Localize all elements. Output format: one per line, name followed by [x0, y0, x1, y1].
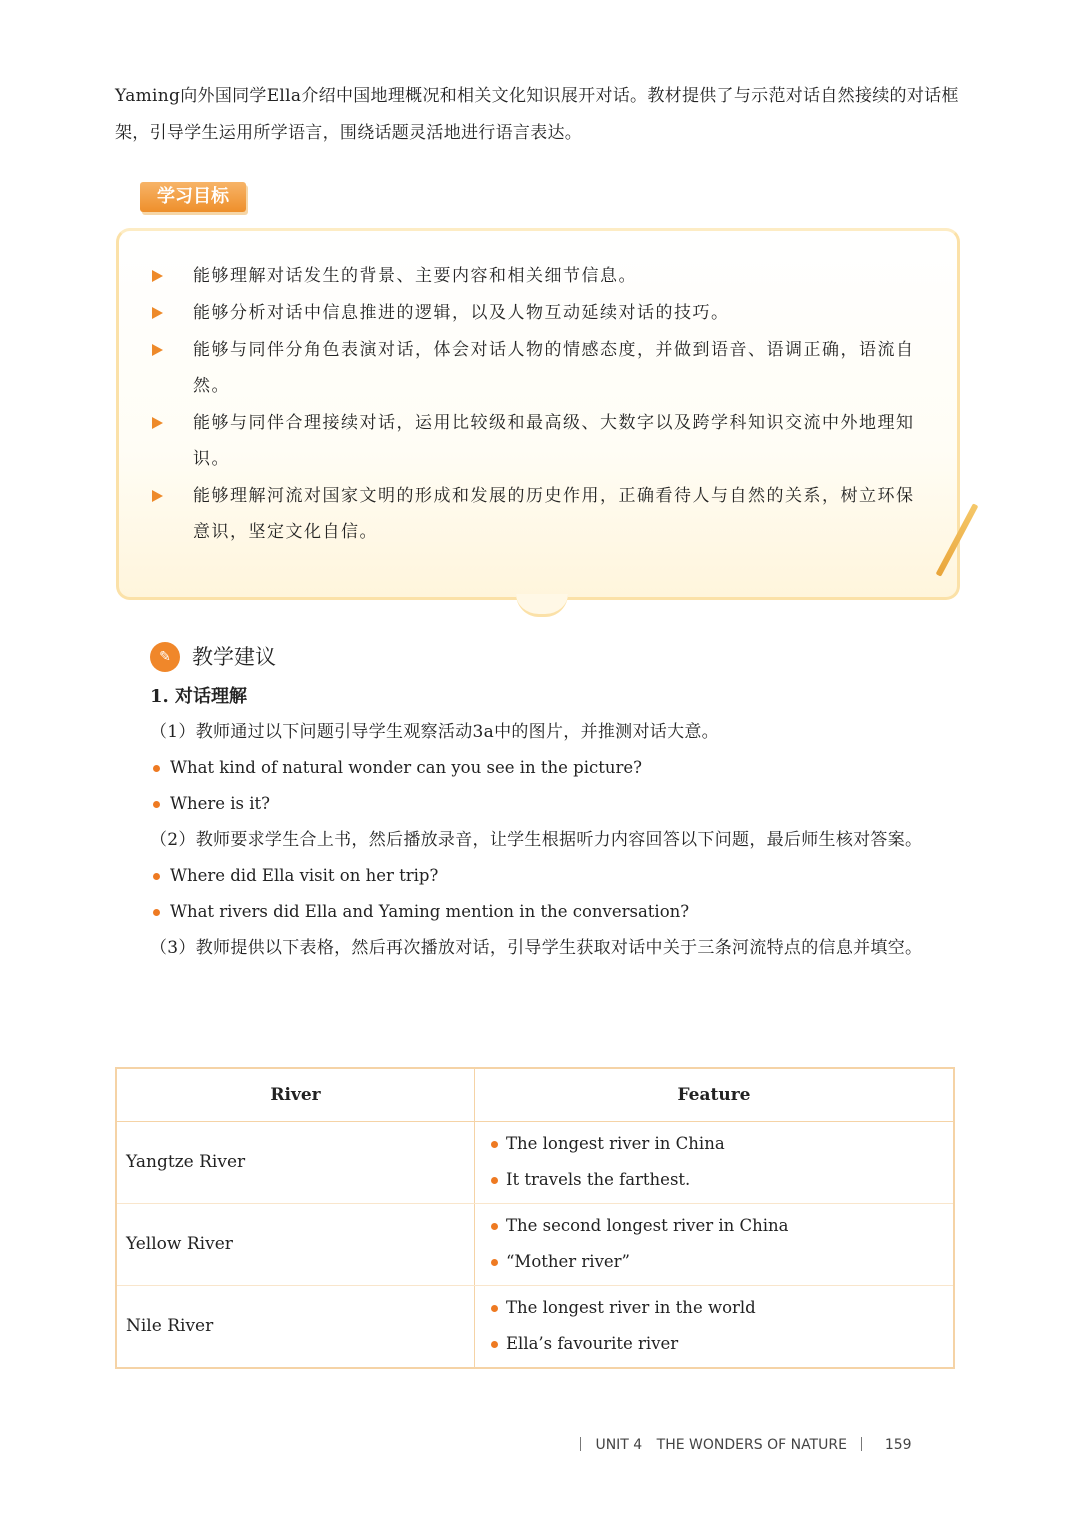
goal-text: 能够与同伴合理接续对话，运用比较级和最高级、大数字以及跨学科知识交流中外地理知识。: [193, 413, 915, 469]
feature-text: The second longest river in China: [506, 1216, 789, 1236]
feature-item: [506, 1326, 952, 1362]
goal-text: 能够分析对话中信息推进的逻辑，以及人物互动延续对话的技巧。: [193, 303, 730, 323]
dot-bullet-icon: [491, 1177, 498, 1184]
table-row: [116, 1285, 954, 1368]
question-text: What kind of natural wonder can you see in the picture?: [170, 758, 642, 777]
goal-text: 能够与同伴分角色表演对话，体会对话人物的情感态度，并做到语音、语调正确，语流自然。: [193, 340, 915, 396]
feature-cell: [475, 1122, 955, 1204]
feature-item: [506, 1244, 952, 1280]
goal-text: 能够理解河流对国家文明的形成和发展的历史作用，正确看待人与自然的关系，树立环保意识，坚定文化自信。: [193, 486, 915, 542]
question-text: Where did Ella visit on her trip?: [170, 866, 439, 885]
paragraph: （1）教师通过以下问题引导学生观察活动3a中的图片，并推测对话大意。: [150, 722, 719, 742]
column-header-river: River: [116, 1068, 475, 1122]
table-header-row: [116, 1068, 954, 1122]
footer-divider: [861, 1437, 862, 1451]
page-number: 159: [884, 1437, 912, 1453]
paragraph: （2）教师要求学生合上书，然后播放录音，让学生根据听力内容回答以下问题，最后师生核对答案。: [150, 830, 923, 850]
feature-text: The longest river in the world: [506, 1298, 756, 1318]
feature-item: [506, 1126, 952, 1162]
river-cell: Yellow River: [116, 1203, 475, 1285]
goals-box-notch: [516, 594, 568, 617]
question-text: Where is it?: [170, 794, 270, 813]
paragraph: （3）教师提供以下表格，然后再次播放对话，引导学生获取对话中关于三条河流特点的信息并填空。: [150, 938, 923, 958]
dot-bullet-icon: [153, 801, 160, 808]
dot-bullet-icon: [491, 1305, 498, 1312]
footer-divider: [580, 1437, 581, 1451]
goal-text: 能够理解对话发生的背景、主要内容和相关细节信息。: [193, 266, 637, 286]
feature-text: It travels the farthest.: [506, 1170, 691, 1190]
intro-paragraph: Yaming向外国同学Ella介绍中国地理概况和相关文化知识展开对话。教材提供了与示范对话自然接续的对话框架，引导学生运用所学语言，围绕话题灵活地进行语言表达。: [115, 86, 959, 143]
goal-item: [150, 332, 930, 404]
footer-title: THE WONDERS OF NATURE: [656, 1437, 847, 1453]
arrow-bullet-icon: [152, 417, 163, 429]
arrow-bullet-icon: [152, 344, 163, 356]
goal-item: [150, 295, 930, 331]
feature-item: [506, 1162, 952, 1198]
dot-bullet-icon: [153, 873, 160, 880]
page-footer: [580, 1437, 960, 1459]
question-item: [170, 786, 965, 822]
feature-item: [506, 1208, 952, 1244]
goal-item: [150, 258, 930, 294]
river-cell: Yangtze River: [116, 1122, 475, 1204]
dot-bullet-icon: [491, 1259, 498, 1266]
learning-goals-list: [150, 258, 930, 551]
arrow-bullet-icon: [152, 270, 163, 282]
dot-bullet-icon: [491, 1141, 498, 1148]
question-text: What rivers did Ella and Yaming mention in the conversation?: [170, 902, 690, 921]
feature-cell: [475, 1203, 955, 1285]
column-header-feature: Feature: [475, 1068, 955, 1122]
dot-bullet-icon: [153, 765, 160, 772]
arrow-bullet-icon: [152, 490, 163, 502]
dot-bullet-icon: [491, 1223, 498, 1230]
dot-bullet-icon: [491, 1341, 498, 1348]
table-row: [116, 1122, 954, 1204]
feature-cell: [475, 1285, 955, 1368]
question-item: [170, 894, 965, 930]
teaching-suggestions: [115, 680, 965, 966]
feature-text: Ella’s favourite river: [506, 1334, 679, 1354]
speech-bubble-icon: ✎: [150, 642, 180, 672]
learning-goals-tag: 学习目标: [140, 182, 246, 212]
table-row: [116, 1203, 954, 1285]
arrow-bullet-icon: [152, 307, 163, 319]
question-item: [170, 858, 965, 894]
river-feature-table: [115, 1067, 955, 1369]
feature-text: The longest river in China: [506, 1134, 725, 1154]
sub-title: 1. 对话理解: [150, 686, 248, 707]
feature-text: “Mother river”: [506, 1252, 630, 1272]
goal-item: [150, 405, 930, 477]
goal-item: [150, 478, 930, 550]
footer-unit: UNIT 4: [595, 1437, 643, 1453]
section-title: 教学建议: [192, 645, 276, 669]
dot-bullet-icon: [153, 909, 160, 916]
feature-item: [506, 1290, 952, 1326]
question-item: [170, 750, 965, 786]
river-cell: Nile River: [116, 1285, 475, 1368]
